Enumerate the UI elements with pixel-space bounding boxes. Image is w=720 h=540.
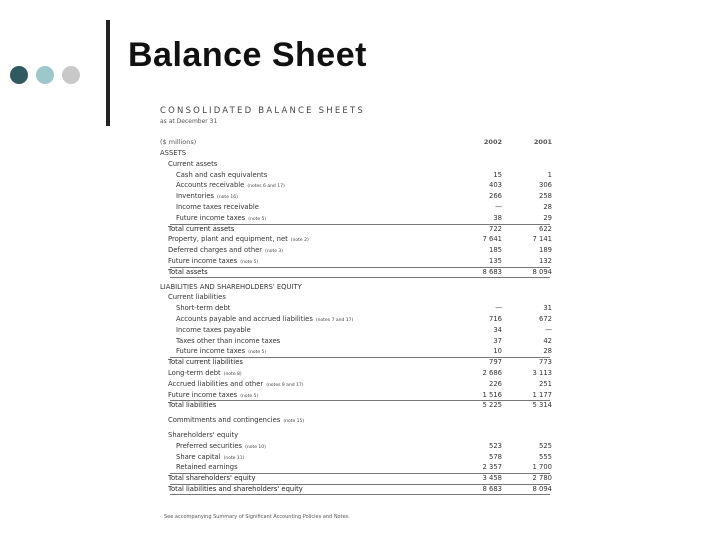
row-note: (note 15) xyxy=(283,419,305,425)
value-2001: 28 xyxy=(543,203,552,211)
row-label: Future income taxes (note 5) xyxy=(176,213,267,222)
decor-dot-2 xyxy=(36,66,54,84)
row-label: Share capital (note 11) xyxy=(176,452,245,461)
statement-row xyxy=(160,257,560,265)
row-label: Future income taxes (note 5) xyxy=(168,390,259,399)
value-2002: 15 xyxy=(493,170,502,179)
statement-row xyxy=(160,391,560,399)
statement-row xyxy=(160,181,560,189)
row-label: LIABILITIES AND SHAREHOLDERS' EQUITY xyxy=(160,282,302,291)
statement-row xyxy=(160,358,560,366)
row-note: (notes 6 and 17) xyxy=(247,184,285,190)
value-2002: 8 683 xyxy=(482,267,502,276)
value-2001: 29 xyxy=(543,213,552,222)
value-2002: 10 xyxy=(493,347,502,356)
value-2001: 1 177 xyxy=(532,390,552,399)
row-label: Preferred securities (note 10) xyxy=(176,441,266,450)
row-label: Total current liabilities xyxy=(168,358,243,367)
row-label: Accounts payable and accrued liabilities (notes 7 and 17) xyxy=(176,315,354,323)
value-2001: 555 xyxy=(539,452,552,461)
statement-row xyxy=(160,214,560,222)
statement-row xyxy=(160,171,560,179)
row-note: (note 3) xyxy=(265,249,284,255)
value-2001: 132 xyxy=(539,257,552,265)
row-label: Current liabilities xyxy=(168,293,226,302)
statement-row xyxy=(160,192,560,200)
statement-row xyxy=(160,246,560,254)
statement-row xyxy=(160,160,560,168)
unit-label: ($ millions) xyxy=(160,138,197,146)
statement-row xyxy=(160,416,560,424)
statement-footnote: See accompanying Summary of Significant Accounting Policies and Notes. xyxy=(164,514,350,520)
value-2001: 306 xyxy=(539,181,552,190)
row-label: Income taxes receivable xyxy=(176,203,259,211)
row-note: (note 5) xyxy=(240,260,259,265)
row-note: (note 2) xyxy=(290,238,309,244)
statement-row xyxy=(160,203,560,211)
row-note: (note 5) xyxy=(248,350,267,356)
row-label: Short-term debt xyxy=(176,304,231,313)
value-2001: 31 xyxy=(543,304,552,313)
value-2002: — xyxy=(495,304,502,313)
value-2001: 773 xyxy=(539,358,552,367)
value-2001: 622 xyxy=(539,224,552,233)
row-note: (note 11) xyxy=(223,455,245,461)
value-2002: 578 xyxy=(489,452,502,461)
value-2002: 37 xyxy=(493,336,502,345)
row-label: Total liabilities xyxy=(168,401,217,410)
value-2002: 7 641 xyxy=(482,235,502,244)
decor-dot-1 xyxy=(10,66,28,84)
row-label: Deferred charges and other (note 3) xyxy=(168,246,284,255)
statement-row xyxy=(160,315,560,323)
row-label: Current assets xyxy=(168,159,218,168)
value-2001: 1 700 xyxy=(532,463,552,472)
value-2002: 34 xyxy=(493,325,502,334)
value-2002: 797 xyxy=(489,358,502,367)
statement-row xyxy=(160,485,560,493)
statement-row xyxy=(160,463,560,471)
value-2002: 38 xyxy=(493,213,502,222)
row-label: Total liabilities and shareholders' equity xyxy=(168,485,303,493)
row-label: Income taxes payable xyxy=(176,325,251,334)
balance-sheet-document xyxy=(160,106,560,520)
value-2001: 251 xyxy=(539,379,552,388)
value-2002: 403 xyxy=(489,181,502,190)
value-2002: — xyxy=(495,203,502,211)
value-2001: 189 xyxy=(539,246,552,255)
statement-row xyxy=(160,442,560,450)
value-2002: 185 xyxy=(489,246,502,255)
value-2001: 5 314 xyxy=(532,401,552,410)
value-2001: 28 xyxy=(543,347,552,356)
value-2002: 1 516 xyxy=(482,390,502,399)
statement-row xyxy=(160,369,560,377)
title-rule xyxy=(106,20,110,126)
value-2002: 722 xyxy=(489,224,502,233)
row-label: ASSETS xyxy=(160,149,187,157)
row-label: Property, plant and equipment, net (note 2) xyxy=(168,235,309,244)
row-label: Total assets xyxy=(168,267,208,276)
value-2001: 7 141 xyxy=(532,235,552,244)
row-label: Accounts receivable (notes 6 and 17) xyxy=(176,181,285,190)
row-label: Retained earnings xyxy=(176,463,238,472)
statement-row xyxy=(160,293,560,301)
statement-row xyxy=(160,283,560,291)
row-label: Accrued liabilities and other (notes 9 and 17) xyxy=(168,379,304,388)
statement-row xyxy=(160,337,560,345)
statement-row xyxy=(160,380,560,388)
column-header-row xyxy=(160,138,560,146)
value-2002: 716 xyxy=(489,315,502,323)
row-label: Future income taxes (note 5) xyxy=(168,257,259,265)
row-label: Total shareholders' equity xyxy=(168,474,256,483)
statement-row xyxy=(160,474,560,482)
row-label: Future income taxes (note 5) xyxy=(176,347,267,356)
value-2001: 525 xyxy=(539,441,552,450)
statement-row xyxy=(160,453,560,461)
row-label: Inventories (note 16) xyxy=(176,192,238,201)
value-2002: 5 225 xyxy=(482,401,502,410)
statement-row xyxy=(160,326,560,334)
value-2001: 2 780 xyxy=(532,474,552,483)
statement-subtitle: as at December 31 xyxy=(160,118,218,125)
value-2001: — xyxy=(545,325,552,334)
value-2002: 226 xyxy=(489,379,502,388)
row-label: Long-term debt (note 8) xyxy=(168,369,242,377)
statement-row xyxy=(160,235,560,243)
year-2001-header: 2001 xyxy=(533,138,552,146)
decor-dot-3 xyxy=(62,66,80,84)
row-note: (note 16) xyxy=(217,195,238,201)
value-2001: 3 113 xyxy=(532,369,552,377)
statement-row xyxy=(160,401,560,409)
row-label: Shareholders' equity xyxy=(168,431,239,439)
statement-title: CONSOLIDATED BALANCE SHEETS xyxy=(160,106,365,116)
row-note: (note 5) xyxy=(248,216,267,222)
row-label: Total current assets xyxy=(168,224,235,233)
statement-row xyxy=(160,304,560,312)
row-note: (note 10) xyxy=(245,444,266,450)
value-2001: 258 xyxy=(539,192,552,201)
rule-line xyxy=(170,494,550,495)
value-2002: 2 686 xyxy=(482,369,502,377)
row-note: (note 5) xyxy=(240,393,259,399)
statement-row xyxy=(160,431,560,439)
slide-title: Balance Sheet xyxy=(128,36,367,74)
value-2002: 266 xyxy=(489,192,502,201)
row-label: Commitments and contingencies (note 15) xyxy=(168,416,305,425)
value-2001: 8 094 xyxy=(532,485,552,493)
value-2002: 8 683 xyxy=(482,485,502,493)
statement-row xyxy=(160,268,560,276)
value-2001: 672 xyxy=(539,315,552,323)
statement-row xyxy=(160,149,560,157)
value-2001: 42 xyxy=(543,336,552,345)
value-2002: 3 458 xyxy=(482,474,502,483)
row-label: Cash and cash equivalents xyxy=(176,170,268,179)
value-2001: 1 xyxy=(547,170,552,179)
year-2002-header: 2002 xyxy=(483,138,502,146)
rule-line xyxy=(170,277,550,278)
value-2002: 2 357 xyxy=(482,463,502,472)
statement-row xyxy=(160,347,560,355)
value-2002: 135 xyxy=(489,257,502,265)
value-2002: 523 xyxy=(489,441,502,450)
row-note: (notes 7 and 17) xyxy=(315,318,354,323)
statement-row xyxy=(160,225,560,233)
row-label: Taxes other than income taxes xyxy=(176,336,281,345)
row-note: (note 8) xyxy=(223,372,242,377)
value-2001: 8 094 xyxy=(532,267,552,276)
row-note: (notes 9 and 17) xyxy=(266,382,304,388)
